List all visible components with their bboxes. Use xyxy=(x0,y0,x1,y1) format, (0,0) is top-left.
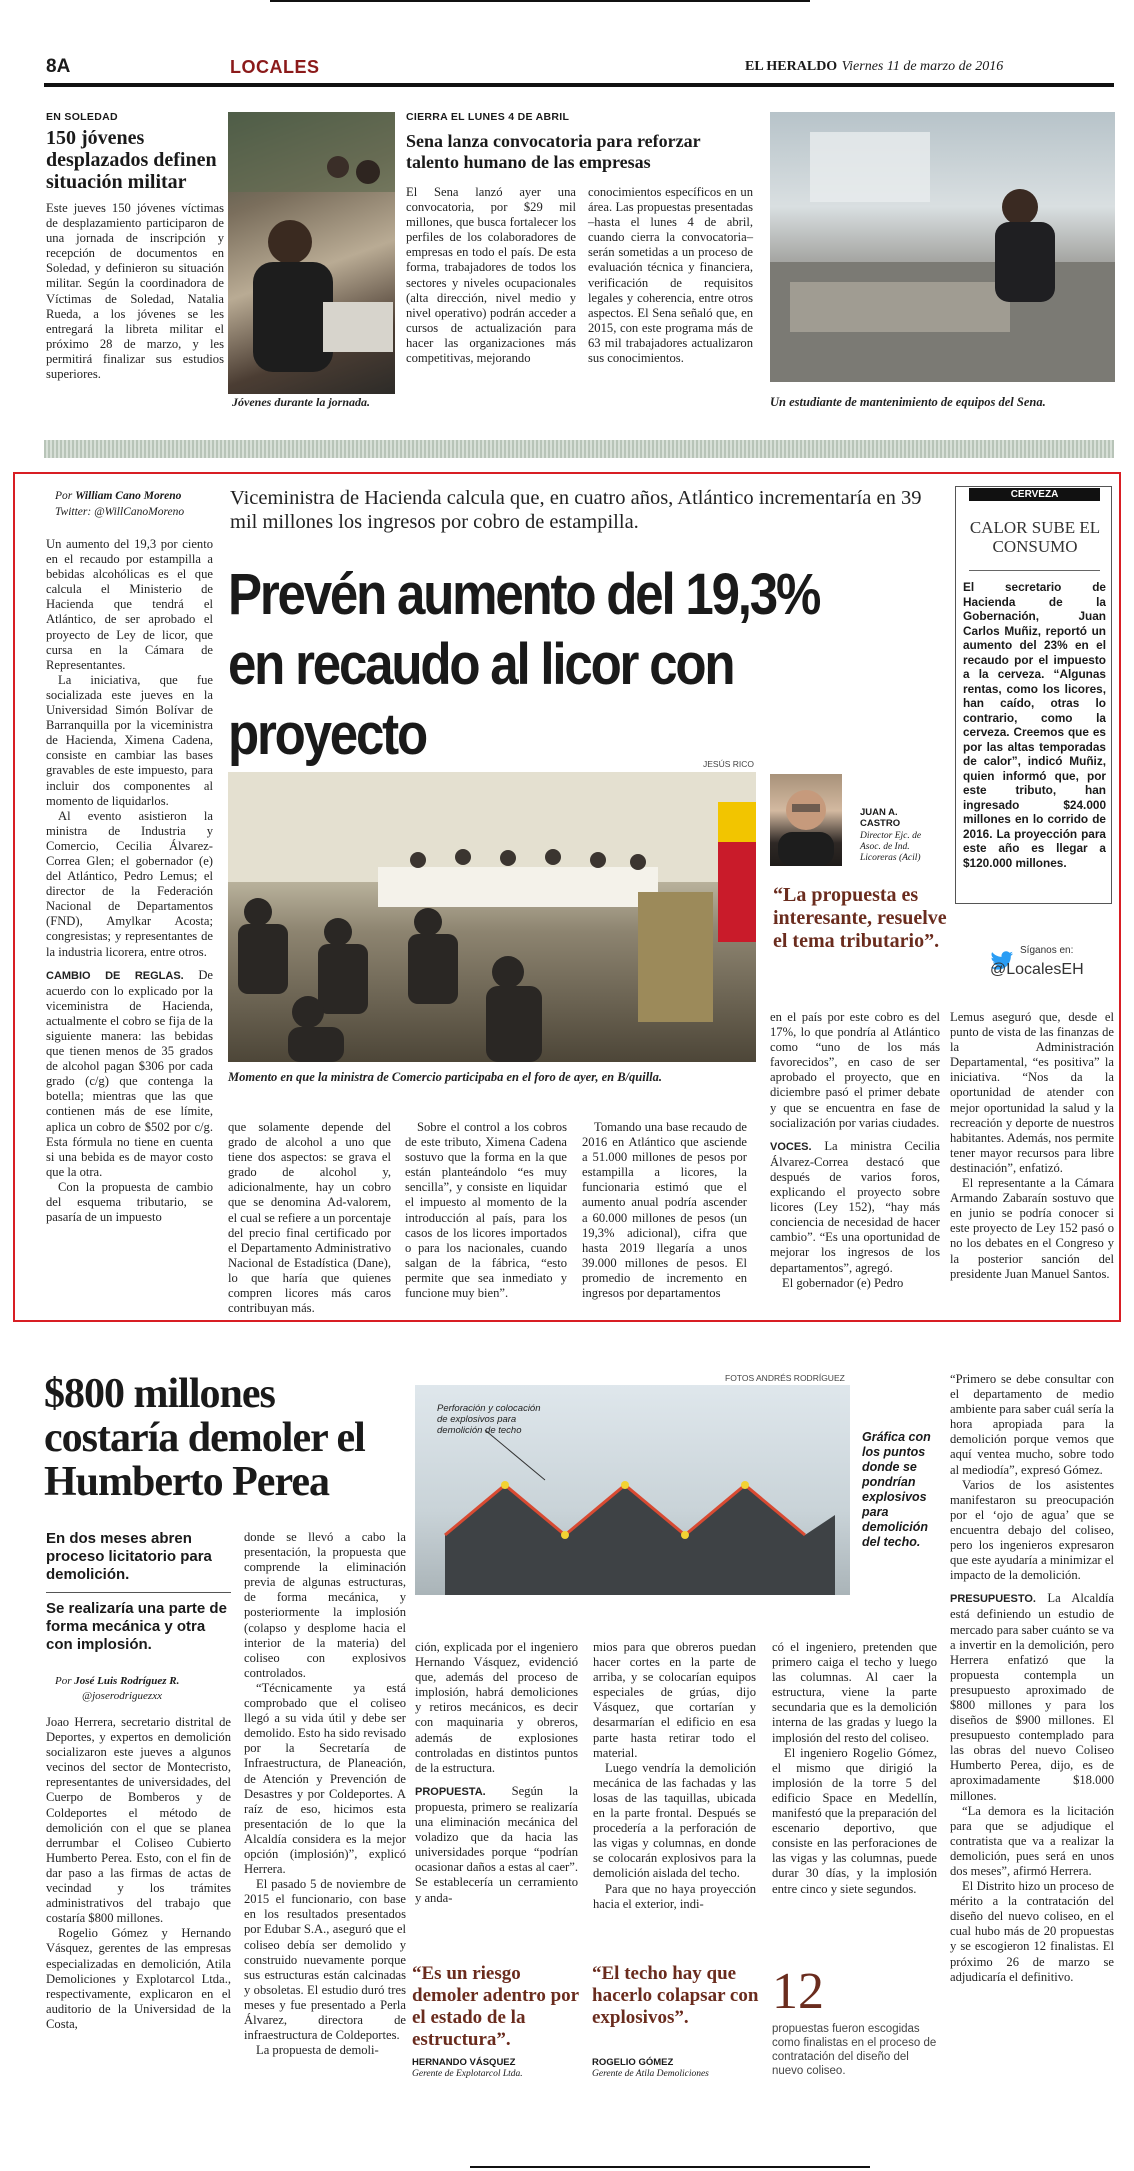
story4-col3 xyxy=(415,1640,578,1906)
sidebar-tag: CERVEZA xyxy=(969,488,1100,501)
story4-quote1-role: Gerente de Explotarcol Ltda. xyxy=(412,2069,523,2079)
main-byline-name: William Cano Moreno xyxy=(75,490,182,502)
main-col3-text: Sobre el control a los cobros de este tributo, Ximena Cadena sostuvo que la forma en la que están planteándolo “es muy sencilla”, y consiste en liquidar el impuesto al momento de la introducción al país, para los casos de los licores importados o para los nacionales, cuando salgan de la fábrica, “esto permite que sea inmediato y funcione muy bien”. xyxy=(405,1120,567,1301)
main-headline: Prevén aumento del 19,3% en recaudo al licor con proyecto xyxy=(228,562,820,767)
pattern-divider xyxy=(44,440,1114,458)
story2-col1-text: El Sena lanzó ayer una convocatoria, por $29 mil millones, que busca fortalecer los perfiles de los colaboradores de empresas en todo el país. De esta forma, trabajadores de todos los sectores y niveles ocupacionales (alta dirección, nivel medio y nivel operativo) podrán acceder a cursos de actualización para hacer las organizaciones más competitivas, mejorando xyxy=(406,185,576,366)
person-name: JUAN A. CASTRO xyxy=(860,807,901,829)
story1-body-text: Este jueves 150 jóvenes víctimas de desplazamiento participaron de una jornada de inscripción y recepción de documentos en Soledad, y definieron su situación militar. Según la coordinadora de Víctimas de Soledad, Natalia Rueda, a los jóvenes se les entregará la libreta militar el próximo 28 de marzo, y les permitirá finalizar sus estudios superiores. xyxy=(46,201,224,382)
story4-col5-p2: El ingeniero Rogelio Gómez, el mismo que dirigió la implosión de la torre 5 del edificio Space en Medellín, manifestó que la preparación del escenario deportivo, que consiste en las perforaciones de las vigas y las columnas, puede durar 30 días, y la implosión entre cinco y siete segundos. xyxy=(772,1745,937,1896)
main-left-col xyxy=(46,537,213,1225)
story4-graphic-label: Perforación y colocación de explosivos para demolición de techo xyxy=(437,1403,541,1436)
story4-deck-rule xyxy=(46,1592,231,1593)
bottom-rule xyxy=(470,2166,870,2168)
page-number: 8A xyxy=(46,56,71,77)
story4-col6 xyxy=(950,1372,1114,1985)
students-figure-icon xyxy=(228,112,395,394)
story4-subhead-presupuesto: PRESUPUESTO. xyxy=(950,1593,1036,1606)
story4-quote1-name: HERNANDO VÁSQUEZ xyxy=(412,2057,516,2068)
main-col2 xyxy=(228,1120,391,1316)
sidebar-rule xyxy=(969,570,1100,571)
main-left-p4 xyxy=(46,968,213,1180)
story4-stat-number: 12 xyxy=(772,1963,824,2020)
story4-quote1: “Es un riesgo demoler adentro por el estado de la estructura”. xyxy=(412,1963,579,2050)
story4-col4 xyxy=(593,1640,756,1912)
story4-col4-p1: mios para que obreros puedan hacer cortes en la parte de arriba, y se colocarían equipos especiales de grúas, dijo Vásquez, que cortarían y desarmarían el edificio en esa parte hasta retirar todo el material. xyxy=(593,1640,756,1760)
person-photo xyxy=(770,774,842,866)
main-caption: Momento en que la ministra de Comercio participaba en el foro de ayer, en B/quilla. xyxy=(228,1070,663,1084)
story4-col1-p2: Rogelio Gómez y Hernando Vásquez, gerentes de las empresas especializadas en demolición, Atila Demoliciones y Explotarcol Ltda., respectivamente, explicaron en el auditorio de la Universidad de la Costa, xyxy=(46,1926,231,2031)
story1-kicker: EN SOLEDAD xyxy=(46,111,118,123)
story4-col5-p1: có el ingeniero, pretenden que primero caiga el techo y luego las columnas. Al caer la estructura, viene la parte secundaria que es la demolición interna de las gradas y luego la implosión del resto del coliseo. xyxy=(772,1640,937,1745)
story4-col2 xyxy=(244,1530,406,2058)
story2-title: Sena lanza convocatoria para reforzar talento humano de las empresas xyxy=(406,131,701,172)
story4-subhead-propuesta: PROPUESTA. xyxy=(415,1785,486,1798)
story4-col5 xyxy=(772,1640,937,1897)
story4-col6-p2: Varios de los asistentes manifestaron su preocupación por el ‘ojo de agua’ que se encuentra debajo del coliseo, pero los ingenieros expresaron que este ayudaría a minimizar el impacto de la demolición. xyxy=(950,1477,1114,1583)
paper-name: EL HERALDO xyxy=(745,59,838,74)
person-role: Director Ejc. de Asoc. de Ind. Licoreras (Acil) xyxy=(860,831,922,863)
story4-col2-p2: “Técnicamente ya está comprobado que el coliseo llegó a su vida útil y debe ser demolido. Esto ha sido revisado por la Secretaría de Infraestructura, de Planeación, de Atención y Prevención de Desastres y por Coldeportes. A raíz de eso, hicimos esta presentación de lo que la Alcaldía considera es la mejor opción (implosión)”, explicó Herrera. xyxy=(244,1680,406,1877)
main-byline xyxy=(55,490,181,502)
story4-byline-twitter: @joserodriguezxx xyxy=(82,1690,162,1702)
story4-quote2-role: Gerente de Atila Demoliciones xyxy=(592,2069,709,2079)
main-left-p1: Un aumento del 19,3 por ciento en el recaudo por estampilla a bebidas alcohólicas es el que calcula el Ministerio de Hacienda que tendrá el Atlántico, de ser aprobado el proyecto de Ley de licor, que cursa en la Cámara de Representantes. xyxy=(46,537,213,672)
main-subhead-voces: VOCES. xyxy=(770,1140,812,1153)
main-col5 xyxy=(770,1010,940,1291)
masthead xyxy=(745,58,1003,75)
story1-photo xyxy=(228,112,395,394)
story2-caption: Un estudiante de mantenimiento de equipos del Sena. xyxy=(770,395,1046,409)
story4-col6b-p1: La Alcaldía está definiendo un estudio de mercado para saber cuánto se va a invertir en la demolición, pero Herrera enfatizó que la propuesta contempla un presupuesto aproximado de $800 millones y para los diseños de $900 millones. El presupuesto contemplado para las obras del nuevo Coliseo Humberto Perea, dijo, es de aproximadamente $18.000 millones. xyxy=(950,1591,1114,1803)
main-col5c-text: El gobernador (e) Pedro xyxy=(782,1275,904,1290)
story4-graphic-caption: Gráfica con los puntos donde se pondrían explosivos para demolición del techo. xyxy=(862,1430,931,1549)
twitter-follow-label: Síganos en: xyxy=(1020,945,1074,956)
story4-quote2-name: ROGELIO GÓMEZ xyxy=(592,2057,674,2068)
main-left-p3: Al evento asistieron la ministra de Industria y Comercio, Cecilia Álvarez-Correa Glen; el gobernador (e) del Atlántico, Pedro Lemus; el director de la Federación Nacional de Departamentos (FND), Amylkar Acosta; congresistas; y representantes de la industria licorera, entre otros. xyxy=(46,808,213,959)
main-left-p2: La iniciativa, que fue socializada este jueves en la Universidad Simón Bolívar de Barranquilla por la viceministra de Hacienda, Ximena Cadena, consiste en cambiar las bases gravables de este impuesto, para incluir dos componentes al momento de liquidarlos. xyxy=(46,672,213,808)
story4-col2-p3: El pasado 5 de noviembre de 2015 el funcionario, con base en los resultados presentados por Edubar S.A., aseguró que el coliseo debía ser demolido y construido nuevamente porque sus estructuras están calcinadas y obsoletas. El estudio duró tres meses y fue presentado a Perla Álvarez, directora de infraestructura de Coldeportes. xyxy=(244,1877,406,2043)
main-col4-text: Tomando una base recaudo de 2016 en Atlántico que asciende a 51.000 millones de pesos por estampilla a licores, la funcionaria estimó que el aumento anual podría ascender a 60.000 millones de pesos (un 19,3% adicional), cifra que hasta 2019 llegaría a unos 39.000 millones de pesos. El promedio de incremento en ingresos por departamentos xyxy=(582,1120,747,1301)
main-byline-prefix: Por xyxy=(55,490,73,502)
story4-byline-prefix: Por xyxy=(55,1675,72,1687)
story1-body xyxy=(46,201,224,382)
story4-byline-name: José Luis Rodríguez R. xyxy=(74,1675,180,1687)
story4-col3-propuesta xyxy=(415,1784,578,1906)
main-col6b-text: El representante a la Cámara Armando Zabaraín sostuvo que en junio se podría conocer si este proyecto de Ley 152 pasó o no los debates en el Congreso y la posterior sanción del presidente Juan Manuel Santos. xyxy=(950,1176,1114,1281)
main-col6 xyxy=(950,1010,1114,1282)
juan-castro-portrait-icon xyxy=(770,774,842,866)
story4-col2-p4: La propuesta de demoli- xyxy=(256,2043,379,2058)
forum-scene-icon xyxy=(228,772,756,1062)
story4-col6b-p2: “La demora es la licitación para que se adjudique el contratista que va a realizar la demolición, pues será en unos dos meses”, afirmó Herrera. xyxy=(950,1803,1114,1878)
story1-title: 150 jóvenes desplazados definen situación militar xyxy=(46,127,217,193)
story4-col6-presupuesto xyxy=(950,1591,1114,1803)
story4-graphic xyxy=(415,1385,850,1595)
story4-deck1: En dos meses abren proceso licitatorio para demolición. xyxy=(46,1530,212,1583)
main-deck: Viceministra de Hacienda calcula que, en cuatro años, Atlántico incrementaría en 39 mil millones los ingresos por cobro de estampilla. xyxy=(230,487,922,533)
main-byline-twitter: Twitter: @WillCanoMoreno xyxy=(55,506,185,518)
twitter-handle: @LocalesEH xyxy=(990,961,1084,978)
twitter-follow[interactable] xyxy=(990,945,1110,981)
main-quote: “La propuesta es interesante, resuelve el tema tributario”. xyxy=(773,884,947,952)
section-name: LOCALES xyxy=(230,57,320,77)
story4-col3-p1: ción, explicada por el ingeniero Hernando Vásquez, evidenció que, además del proceso de implosión, habrá demoliciones y retiros mecánicos, es decir con maquinaria y obreros, además de explosiones controladas en distintos puntos de la estructura. xyxy=(415,1640,578,1775)
story2-photo xyxy=(770,112,1115,382)
story4-col1-p1: Joao Herrera, secretario distrital de Deportes, y expertos en demolición socializaron este jueves a algunos vecinos del sector de Montecristo, representantes de universidades, del Cuerpo de Bomberos y de Coldeportes el método de demolición con el que se planea derrumbar el Coliseo Cubierto Humberto Perea. Esto, con el fin de dar paso a las firmas de actas de vecindad y los trámites administrativos del trabajo que costaría $800 millones. xyxy=(46,1715,231,1926)
story4-stat-text: propuestas fueron escogidas como finalistas en el proceso de contratación del diseño del nuevo coliseo. xyxy=(772,2023,937,2077)
story4-headline: $800 millones costaría demoler el Humberto Perea xyxy=(44,1371,365,1505)
main-col2-text: que solamente depende del grado de alcohol a uno que tiene dos aspectos: se grava el grado de alcohol y, adicionalmente, hay un cobro que se denomina Ad-valorem, el cual se refiere a un porcentaje del precio final certificado por el Departamento Administrativo Nacional de Estadística (Dane), lo que haría que quienes compren licores más caros contribuyan más. xyxy=(228,1120,391,1316)
story4-photo-credit: FOTOS ANDRÉS RODRÍGUEZ xyxy=(725,1373,845,1383)
sidebar-title: CALOR SUBE EL CONSUMO xyxy=(969,518,1101,556)
main-col4 xyxy=(582,1120,747,1301)
main-col5-voces xyxy=(770,1139,940,1276)
story4-col4-p2: Luego vendría la demolición mecánica de las fachadas y las losas de las taquillas, ubicada en la parte frontal. Después se procedería a la perforación de las vigas y columnas, en donde se colocarán explosivos para la demolición aislada del techo. xyxy=(593,1760,756,1881)
main-col5b-text: La ministra Cecilia Álvarez-Correa destacó que después de varios foros, explicando el proyecto sobre licores (Ley 152), “hay más conciencia de necesidad de hacer cambio”. “Es una oportunidad de mejorar los ingresos de los departamentos”, agregó. xyxy=(770,1138,940,1275)
main-col6-text: Lemus aseguró que, desde el punto de vista de las finanzas de la Administración Departamental, “es positiva” la iniciativa. “Nos da la oportunidad de atender con mejor oportunidad la salud y la recreación y deporte de nuestros habitantes. Además, nos permite tener mayor recursos para libre destinación”, enfatizó. xyxy=(950,1010,1114,1175)
header-rule xyxy=(44,83,1114,87)
main-col5-text: en el país por este cobro es del 17%, lo que pondría al Atlántico como “uno de los más favorecidos”, en caso de ser aprobado el proyecto, que en diciembre pasó el primer debate y que se encuentra en fase de socialización por varias ciudades. xyxy=(770,1010,940,1130)
story4-quote2: “El techo hay que hacerlo colapsar con explosivos”. xyxy=(592,1963,759,2028)
story4-col1 xyxy=(46,1715,231,2032)
story2-kicker: CIERRA EL LUNES 4 DE ABRIL xyxy=(406,111,570,123)
main-left-p5: Con la propuesta de cambio del esquema tributario, se pasaría de un impuesto xyxy=(46,1179,213,1225)
sena-student-figure-icon xyxy=(770,112,1115,382)
issue-date: Viernes 11 de marzo de 2016 xyxy=(841,59,1004,74)
story2-col2 xyxy=(588,185,753,366)
top-rule xyxy=(270,0,810,2)
main-photo-credit: JESÚS RICO xyxy=(703,759,755,769)
main-photo xyxy=(228,772,756,1062)
story4-col6-p1: “Primero se debe consultar con el departamento de medio ambiente para saber cuál sería la hora apropiada para la demolición porque vemos que aquí ventea mucho, sobre todo al mediodía”, expresó Gómez. xyxy=(950,1372,1114,1477)
main-col3 xyxy=(405,1120,567,1301)
story2-col1 xyxy=(406,185,576,366)
story4-col4-p3: Para que no haya proyección hacia el exterior, indi- xyxy=(593,1881,756,1911)
story1-caption: Jóvenes durante la jornada. xyxy=(232,395,371,409)
story4-col2-p1: donde se llevó a cabo la presentación, la propuesta que comprende la eliminación previa de algunas estructuras, de forma mecánica, y posteriormente la implosión (colapso y desplome hacia el interior de la materia) del coliseo con explosivos controlados. xyxy=(244,1530,406,1680)
main-left-p4-text: De acuerdo con lo explicado por la viceministra de Hacienda, actualmente el cobro se fija de la siguiente manera: las bebidas que tienen menos de 35 grados de alcohol pagan $306 por cada grado (c/g) que contenga la botella; mientras que las que contienen más de ese límite, aplica un cobro de $502 por c/g. Esta fórmula no tiene en cuenta si una bebida es de mayor costo que la otra. xyxy=(46,967,213,1179)
sidebar-body: El secretario de Hacienda de la Gobernación, Juan Carlos Muñiz, reportó un aumento del 23% en el recaudo por el impuesto a la cerveza. “Algunas rentas, como los licores, han caído, otras lo contrario, como la cerveza. Creemos que es por las altas temporadas de calor”, indicó Muñiz, quien informó que, por este tributo, han ingresado $24.000 millones en lo corrido de 2016. La proyección para este año es llegar a $120.000 millones. xyxy=(963,580,1106,870)
main-subhead-cambio: CAMBIO DE REGLAS. xyxy=(46,969,184,982)
story4-byline xyxy=(55,1675,179,1687)
story4-col6b-p3: El Distrito hizo un proceso de mérito a la contratación del diseño del nuevo coliseo, en el cual hubo más de 20 propuestas y se escogieron 12 finalistas. El próximo 26 de marzo se adjudicaría el definitivo. xyxy=(950,1879,1114,1984)
story4-col3b-text: Según la propuesta, primero se realizaría una eliminación mecánica del voladizo que da hacia las universidades porque “podrían ocasionar daños a estas al caer”. Se establecería un cerramiento y anda- xyxy=(415,1783,578,1905)
story4-deck2: Se realizaría una parte de forma mecánica y otra con implosión. xyxy=(46,1600,227,1653)
story2-col2-text: conocimientos específicos en un área. Las propuestas presentadas –hasta el lunes 4 de abril, cuando cierra la convocatoria– serán sometidas a un proceso de evaluación técnica y financiera, verificación de requisitos legales y coherencia, entre otros aspectos. El Sena señaló que, en 2015, con este programa más de 63 mil trabajadores actualizaron sus conocimientos. xyxy=(588,185,753,366)
